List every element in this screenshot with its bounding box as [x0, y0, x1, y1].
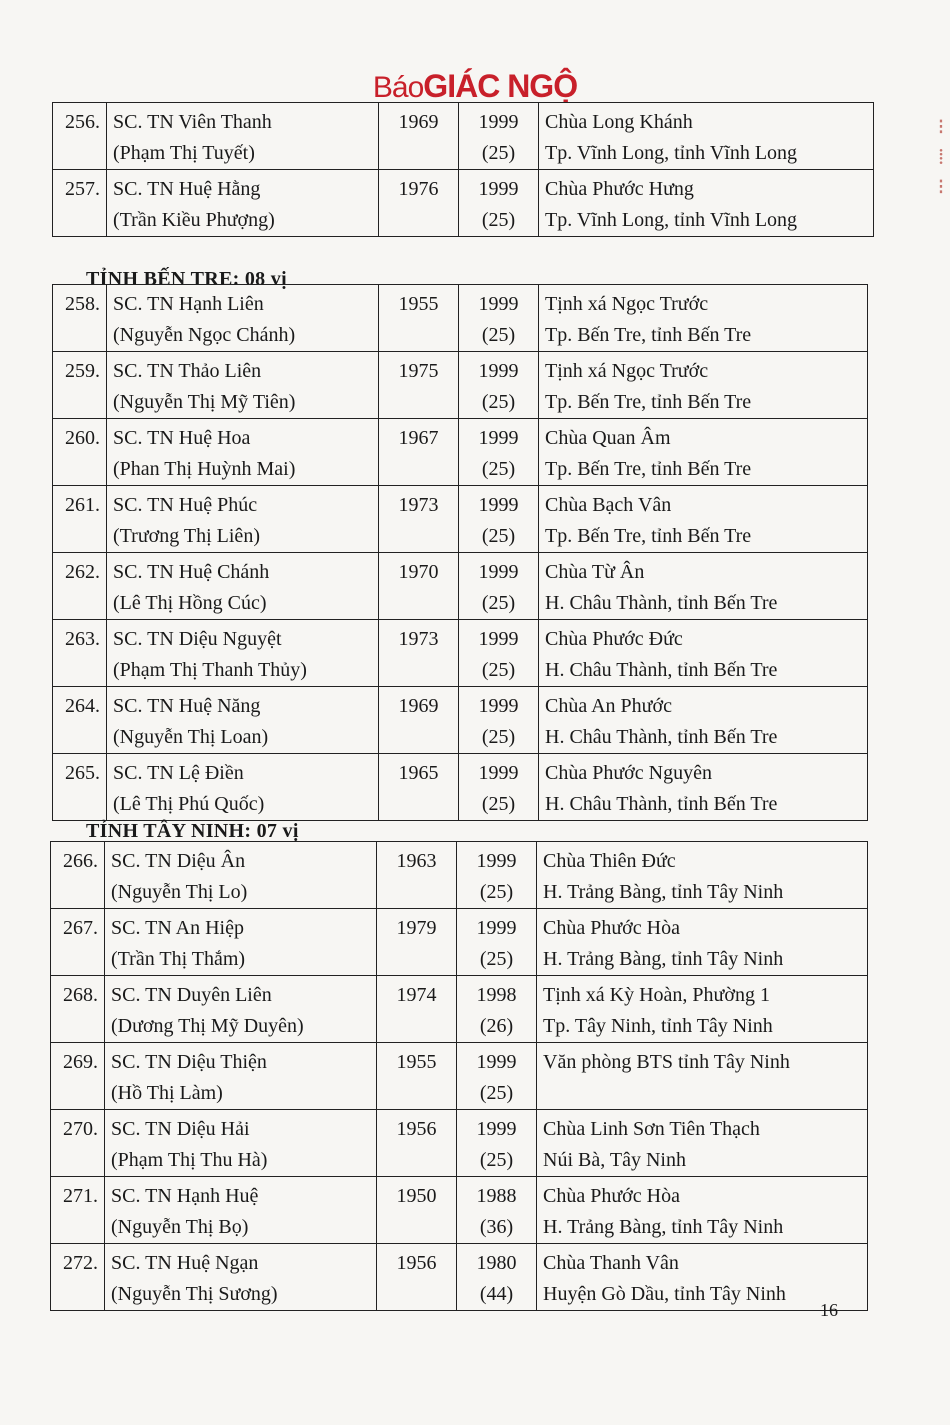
temple-name: Chùa Phước Hưng	[545, 178, 694, 200]
years-count: (25)	[479, 881, 514, 903]
temple-name: Chùa Long Khánh	[545, 111, 693, 133]
birth-year-cell	[379, 170, 459, 237]
birth-year: 1970	[398, 561, 439, 583]
temple-location: H. Trảng Bàng, tỉnh Tây Ninh	[543, 948, 784, 970]
row-number: 267.	[63, 917, 98, 939]
ordination-year: 1999	[478, 293, 519, 315]
years-count: (25)	[481, 525, 516, 547]
birth-year-cell	[377, 1177, 457, 1244]
row-number-cell	[51, 1043, 105, 1110]
birth-year: 1956	[396, 1252, 437, 1274]
table-row	[51, 842, 868, 909]
birth-year-cell	[377, 976, 457, 1043]
name-cell	[105, 842, 377, 909]
birth-year-cell	[379, 419, 459, 486]
birth-year-cell	[379, 620, 459, 687]
ordination-year: 1999	[476, 917, 517, 939]
ordination-cell	[457, 1110, 537, 1177]
temple-location: Núi Bà, Tây Ninh	[543, 1149, 686, 1171]
monastic-name: SC. TN Huệ Năng	[113, 695, 261, 717]
name-cell	[107, 170, 379, 237]
row-number-cell	[53, 352, 107, 419]
ordination-year: 1999	[478, 178, 519, 200]
ordination-year: 1999	[476, 1051, 517, 1073]
ordination-cell	[457, 909, 537, 976]
temple-cell	[537, 1110, 868, 1177]
table-row	[53, 352, 868, 419]
temple-cell	[537, 909, 868, 976]
monastic-name: SC. TN Viên Thanh	[113, 111, 272, 133]
birth-year-cell	[379, 103, 459, 170]
table-row	[51, 909, 868, 976]
years-count: (25)	[481, 324, 516, 346]
table-ben-tre	[52, 284, 868, 821]
birth-name: (Trần Thị Thắm)	[111, 948, 246, 970]
name-cell	[107, 754, 379, 821]
temple-name: Chùa Từ Ân	[545, 561, 645, 583]
ordination-year: 1999	[476, 850, 517, 872]
birth-name: (Nguyễn Thị Loan)	[113, 726, 269, 748]
birth-year-cell	[379, 687, 459, 754]
temple-location: H. Châu Thành, tỉnh Bến Tre	[545, 793, 778, 815]
birth-name: (Nguyễn Thị Sương)	[111, 1283, 278, 1305]
ordination-cell	[459, 486, 539, 553]
row-number: 270.	[63, 1118, 98, 1140]
temple-cell	[539, 486, 868, 553]
birth-year-cell	[379, 754, 459, 821]
ordination-year: 1999	[478, 762, 519, 784]
section-title-ben-tre: TỈNH BẾN TRE: 08 vị	[86, 268, 287, 290]
temple-cell	[537, 976, 868, 1043]
table-row	[51, 976, 868, 1043]
monastic-name: SC. TN Huệ Ngạn	[111, 1252, 259, 1274]
table-row	[51, 1244, 868, 1311]
name-cell	[107, 553, 379, 620]
birth-year-cell	[379, 486, 459, 553]
years-count: (25)	[481, 209, 516, 231]
row-number-cell	[53, 419, 107, 486]
ordination-cell	[457, 1177, 537, 1244]
table-row	[53, 687, 868, 754]
row-number-cell	[51, 1110, 105, 1177]
row-number: 269.	[63, 1051, 98, 1073]
monastic-name: SC. TN Duyên Liên	[111, 984, 272, 1006]
years-count: (44)	[479, 1283, 514, 1305]
temple-name: Chùa Thiên Đức	[543, 850, 676, 872]
table-row	[51, 1110, 868, 1177]
monastic-name: SC. TN An Hiệp	[111, 917, 244, 939]
birth-year-cell	[379, 285, 459, 352]
name-cell	[105, 1110, 377, 1177]
ordination-cell	[459, 553, 539, 620]
temple-cell	[539, 285, 868, 352]
temple-location: Tp. Bến Tre, tỉnh Bến Tre	[545, 324, 752, 346]
birth-year-cell	[377, 909, 457, 976]
row-number: 266.	[63, 850, 98, 872]
row-number-cell	[53, 486, 107, 553]
years-count: (25)	[481, 391, 516, 413]
birth-year: 1950	[396, 1185, 437, 1207]
table-row	[51, 1177, 868, 1244]
row-number: 258.	[65, 293, 100, 315]
temple-location: H. Châu Thành, tỉnh Bến Tre	[545, 659, 778, 681]
birth-year: 1965	[398, 762, 439, 784]
name-cell	[107, 620, 379, 687]
edge-decoration: ⁝ ⁞ ⁝	[937, 114, 945, 199]
monastic-name: SC. TN Huệ Hoa	[113, 427, 251, 449]
row-number: 256.	[65, 111, 100, 133]
ordination-year: 1998	[476, 984, 517, 1006]
temple-cell	[537, 1177, 868, 1244]
ordination-year: 1999	[478, 111, 519, 133]
name-cell	[105, 976, 377, 1043]
row-number: 259.	[65, 360, 100, 382]
ordination-year: 1999	[478, 561, 519, 583]
temple-cell	[539, 103, 874, 170]
ordination-cell	[459, 285, 539, 352]
ordination-cell	[459, 687, 539, 754]
table-row	[53, 103, 874, 170]
table-tay-ninh	[50, 841, 868, 1311]
birth-year: 1973	[398, 628, 439, 650]
years-count: (25)	[481, 793, 516, 815]
birth-year-cell	[379, 352, 459, 419]
birth-year-cell	[377, 1244, 457, 1311]
ordination-year: 1988	[476, 1185, 517, 1207]
birth-name: (Hồ Thị Làm)	[111, 1082, 223, 1104]
row-number-cell	[53, 103, 107, 170]
temple-name: Chùa Linh Sơn Tiên Thạch	[543, 1118, 760, 1140]
temple-name: Tịnh xá Kỳ Hoàn, Phường 1	[543, 984, 770, 1006]
ordination-year: 1999	[478, 427, 519, 449]
monastic-name: SC. TN Thảo Liên	[113, 360, 262, 382]
name-cell	[105, 1177, 377, 1244]
monastic-name: SC. TN Hạnh Liên	[113, 293, 264, 315]
temple-cell	[539, 620, 868, 687]
row-number-cell	[51, 1244, 105, 1311]
row-number: 264.	[65, 695, 100, 717]
ordination-cell	[457, 1043, 537, 1110]
temple-location: H. Trảng Bàng, tỉnh Tây Ninh	[543, 881, 784, 903]
temple-cell	[539, 419, 868, 486]
years-count: (36)	[479, 1216, 514, 1238]
birth-year-cell	[377, 842, 457, 909]
years-count: (25)	[481, 659, 516, 681]
table-row	[53, 170, 874, 237]
ordination-cell	[457, 976, 537, 1043]
years-count: (25)	[481, 592, 516, 614]
birth-year-cell	[377, 1043, 457, 1110]
birth-year: 1955	[398, 293, 439, 315]
row-number: 272.	[63, 1252, 98, 1274]
temple-cell	[537, 1043, 868, 1110]
monastic-name: SC. TN Huệ Phúc	[113, 494, 258, 516]
row-number: 260.	[65, 427, 100, 449]
birth-year: 1976	[398, 178, 439, 200]
birth-name: (Phạm Thị Thu Hà)	[111, 1149, 268, 1171]
monastic-name: SC. TN Diệu Nguyệt	[113, 628, 282, 650]
ordination-cell	[459, 754, 539, 821]
birth-name: (Nguyễn Ngọc Chánh)	[113, 324, 296, 346]
name-cell	[105, 1043, 377, 1110]
table-row	[53, 419, 868, 486]
table-vinh-long-continued	[52, 102, 874, 237]
row-number-cell	[53, 687, 107, 754]
section-title-tay-ninh: TỈNH TÂY NINH: 07 vị	[86, 820, 299, 842]
temple-cell	[539, 754, 868, 821]
ordination-cell	[459, 620, 539, 687]
name-cell	[107, 687, 379, 754]
row-number-cell	[53, 553, 107, 620]
table-row	[53, 620, 868, 687]
row-number-cell	[51, 976, 105, 1043]
table-row	[53, 486, 868, 553]
temple-cell	[537, 1244, 868, 1311]
birth-name: (Nguyễn Thị Lo)	[111, 881, 248, 903]
temple-location: Tp. Bến Tre, tỉnh Bến Tre	[545, 525, 752, 547]
years-count: (25)	[479, 948, 514, 970]
ordination-year: 1999	[478, 360, 519, 382]
monastic-name: SC. TN Huệ Hằng	[113, 178, 261, 200]
monastic-name: SC. TN Diệu Ân	[111, 850, 246, 872]
row-number: 257.	[65, 178, 100, 200]
monastic-name: SC. TN Hạnh Huệ	[111, 1185, 259, 1207]
temple-name: Chùa Thanh Vân	[543, 1252, 679, 1274]
ordination-cell	[457, 842, 537, 909]
temple-location: H. Trảng Bàng, tỉnh Tây Ninh	[543, 1216, 784, 1238]
page-number: 16	[820, 1300, 838, 1320]
birth-name: (Phan Thị Huỳnh Mai)	[113, 458, 296, 480]
temple-name: Chùa An Phước	[545, 695, 672, 717]
row-number-cell	[53, 285, 107, 352]
row-number-cell	[53, 620, 107, 687]
birth-year: 1975	[398, 360, 439, 382]
ordination-cell	[459, 419, 539, 486]
name-cell	[107, 486, 379, 553]
monastic-name: SC. TN Diệu Hải	[111, 1118, 250, 1140]
temple-location: H. Châu Thành, tỉnh Bến Tre	[545, 726, 778, 748]
birth-year: 1969	[398, 695, 439, 717]
table-row	[51, 1043, 868, 1110]
birth-name: (Nguyễn Thị Mỹ Tiên)	[113, 391, 296, 413]
monastic-name: SC. TN Diệu Thiện	[111, 1051, 267, 1073]
name-cell	[105, 1244, 377, 1311]
row-number-cell	[51, 1177, 105, 1244]
birth-name: (Lê Thị Phú Quốc)	[113, 793, 265, 815]
row-number: 265.	[65, 762, 100, 784]
temple-location: Tp. Tây Ninh, tỉnh Tây Ninh	[543, 1015, 773, 1037]
table-row	[53, 553, 868, 620]
row-number-cell	[51, 909, 105, 976]
birth-year-cell	[377, 1110, 457, 1177]
years-count: (25)	[481, 458, 516, 480]
monastic-name: SC. TN Lệ Điền	[113, 762, 244, 784]
years-count: (25)	[479, 1082, 514, 1104]
birth-name: (Phạm Thị Thanh Thủy)	[113, 659, 307, 681]
masthead-logo	[0, 68, 950, 105]
temple-name: Chùa Bạch Vân	[545, 494, 672, 516]
masthead-bao: Báo	[372, 71, 424, 104]
masthead-giac-ngo: GIÁC NGỘ	[423, 68, 578, 104]
ordination-year: 1999	[478, 494, 519, 516]
birth-year: 1955	[396, 1051, 437, 1073]
ordination-cell	[459, 103, 539, 170]
birth-name: (Nguyễn Thị Bọ)	[111, 1216, 249, 1238]
birth-year: 1979	[396, 917, 437, 939]
temple-name: Chùa Phước Đức	[545, 628, 683, 650]
temple-cell	[537, 842, 868, 909]
row-number-cell	[51, 842, 105, 909]
birth-name: (Trương Thị Liên)	[113, 525, 260, 547]
temple-name: Tịnh xá Ngọc Trước	[545, 360, 709, 382]
temple-location: Tp. Bến Tre, tỉnh Bến Tre	[545, 458, 752, 480]
temple-location: Tp. Vĩnh Long, tỉnh Vĩnh Long	[545, 142, 798, 164]
birth-name: (Dương Thị Mỹ Duyên)	[111, 1015, 304, 1037]
temple-name: Chùa Phước Hòa	[543, 1185, 680, 1207]
table-row	[53, 754, 868, 821]
table-row	[53, 285, 868, 352]
temple-location: Tp. Vĩnh Long, tỉnh Vĩnh Long	[545, 209, 798, 231]
ordination-cell	[459, 352, 539, 419]
row-number-cell	[53, 170, 107, 237]
row-number: 271.	[63, 1185, 98, 1207]
birth-name: (Phạm Thị Tuyết)	[113, 142, 255, 164]
birth-name: (Lê Thị Hồng Cúc)	[113, 592, 267, 614]
row-number: 268.	[63, 984, 98, 1006]
temple-cell	[539, 170, 874, 237]
name-cell	[107, 285, 379, 352]
temple-cell	[539, 352, 868, 419]
name-cell	[107, 352, 379, 419]
ordination-year: 1999	[478, 628, 519, 650]
birth-year: 1963	[396, 850, 437, 872]
ordination-year: 1999	[476, 1118, 517, 1140]
row-number-cell	[53, 754, 107, 821]
birth-year: 1967	[398, 427, 439, 449]
birth-year: 1973	[398, 494, 439, 516]
temple-cell	[539, 553, 868, 620]
temple-location: H. Châu Thành, tỉnh Bến Tre	[545, 592, 778, 614]
name-cell	[107, 103, 379, 170]
temple-name: Văn phòng BTS tỉnh Tây Ninh	[543, 1051, 790, 1073]
temple-location: Huyện Gò Dầu, tỉnh Tây Ninh	[543, 1283, 786, 1305]
years-count: (26)	[479, 1015, 514, 1037]
years-count: (25)	[481, 142, 516, 164]
years-count: (25)	[481, 726, 516, 748]
temple-cell	[539, 687, 868, 754]
ordination-cell	[459, 170, 539, 237]
row-number: 262.	[65, 561, 100, 583]
ordination-cell	[457, 1244, 537, 1311]
temple-name: Chùa Phước Hòa	[543, 917, 680, 939]
birth-year-cell	[379, 553, 459, 620]
temple-name: Chùa Phước Nguyên	[545, 762, 712, 784]
years-count: (25)	[479, 1149, 514, 1171]
birth-year: 1969	[398, 111, 439, 133]
birth-year: 1974	[396, 984, 437, 1006]
monastic-name: SC. TN Huệ Chánh	[113, 561, 270, 583]
row-number: 261.	[65, 494, 100, 516]
ordination-year: 1980	[476, 1252, 517, 1274]
name-cell	[107, 419, 379, 486]
birth-year: 1956	[396, 1118, 437, 1140]
temple-name: Chùa Quan Âm	[545, 427, 671, 449]
row-number: 263.	[65, 628, 100, 650]
ordination-year: 1999	[478, 695, 519, 717]
birth-name: (Trần Kiều Phượng)	[113, 209, 275, 231]
name-cell	[105, 909, 377, 976]
temple-location: Tp. Bến Tre, tỉnh Bến Tre	[545, 391, 752, 413]
temple-name: Tịnh xá Ngọc Trước	[545, 293, 709, 315]
